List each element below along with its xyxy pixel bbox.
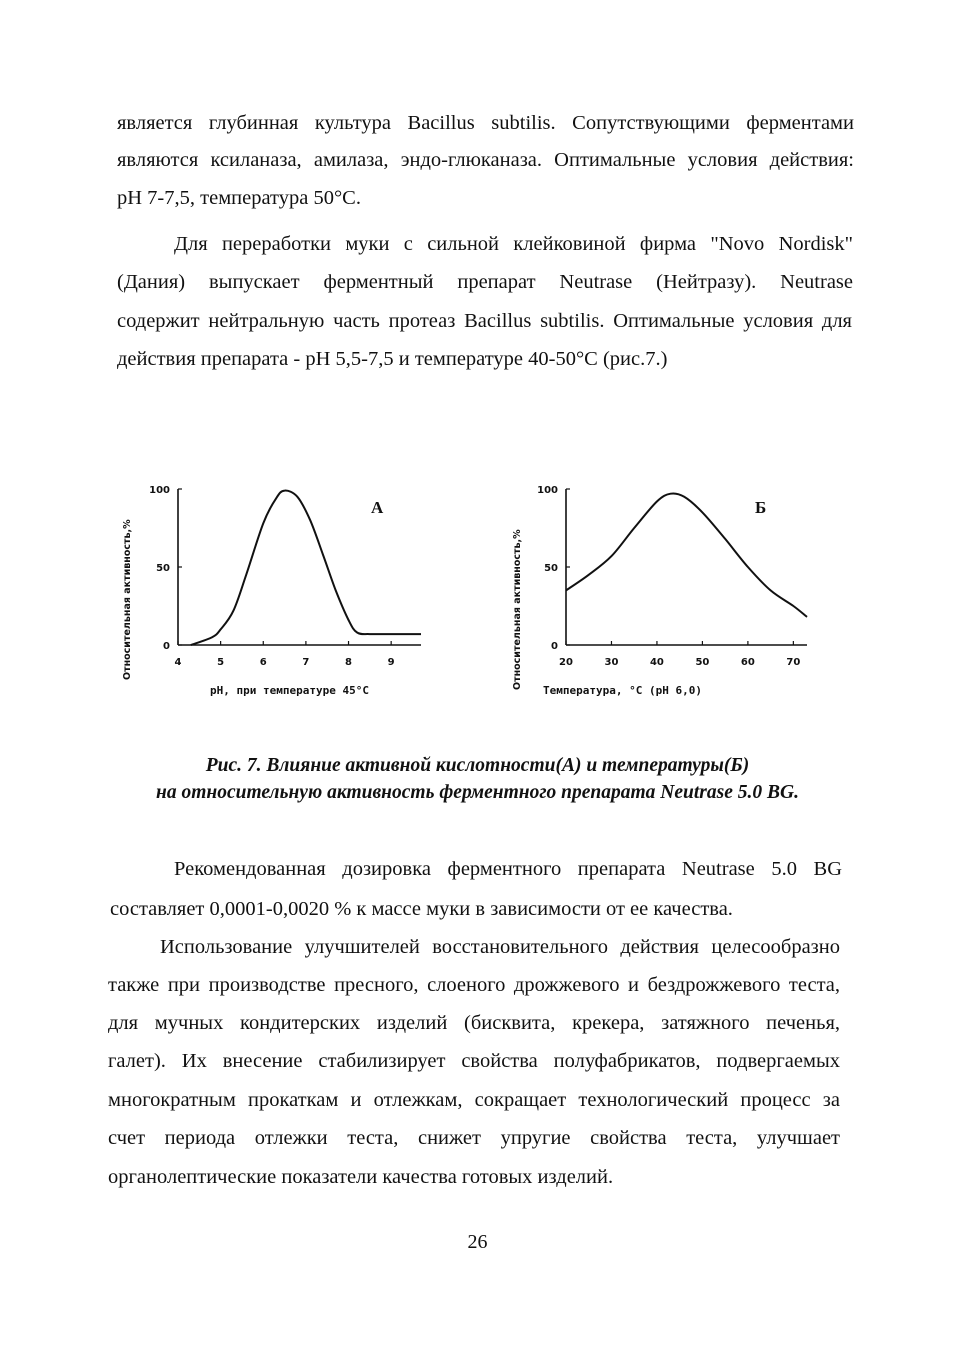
chart-ph [115,465,465,705]
x-tick-label: 60 [740,657,755,668]
text-line: Для переработки муки с сильной клейковиной фирма "Novo Nordisk" [174,233,853,255]
y-tick-label: 0 [551,641,558,652]
text-line: для мучных кондитерских изделий (бисквита, крекера, затяжного печенья, [108,1012,840,1034]
chart-temperature [505,465,825,705]
x-tick-label: 8 [345,657,353,668]
panel-letter-b: Б [755,498,767,517]
text-line: содержит нейтральную часть протеаз Bacillus subtilis. Оптимальные условия для [117,310,852,332]
x-tick-label: 20 [559,657,573,668]
panel-letter-a: А [371,498,384,517]
x-axis-label: pH, при температуре 45°С [210,684,369,697]
y-axis-label: Относительная активность,% [122,519,133,680]
x-tick-label: 7 [302,657,310,668]
text-line: счет периода отлежки теста, снижет упругие свойства теста, улучшает [108,1127,840,1149]
text-line: Использование улучшителей восстановительного действия целесообразно [160,936,840,958]
x-tick-label: 70 [786,657,801,668]
series-line [566,493,807,616]
text-line: pH 7-7,5, температура 50°С. [117,187,361,209]
text-line: галет). Их внесение стабилизирует свойства полуфабрикатов, подвергаемых [108,1050,840,1072]
text-line: является глубинная культура Bacillus subtilis. Сопутствующими ферментами [117,112,854,134]
text-line: многократным прокаткам и отлежкам, сокращает технологический процесс за [108,1089,840,1111]
text-line: действия препарата - pH 5,5-7,5 и температуре 40-50°С (рис.7.) [117,348,668,370]
text-line: (Дания) выпускает ферментный препарат Neutrase (Нейтразу). Neutrase [117,271,853,293]
y-tick-label: 0 [163,641,170,652]
x-tick-label: 9 [387,657,395,668]
y-tick-label: 100 [537,485,558,496]
text-line: также при производстве пресного, слоеного дрожжевого и бездрожжевого теста, [108,974,840,996]
text-line: являются ксиланаза, амилаза, эндо-глюканаза. Оптимальные условия действия: [117,149,854,171]
text-line: Рекомендованная дозировка ферментного препарата Neutrase 5.0 BG [174,858,842,880]
figure-caption-line1: Рис. 7. Влияние активной кислотности(А) и температуры(Б) [205,755,750,776]
x-tick-label: 50 [695,657,710,668]
x-tick-label: 5 [217,657,225,668]
page-number: 26 [467,1231,488,1253]
y-tick-label: 50 [544,563,558,574]
x-tick-label: 40 [649,657,664,668]
x-tick-label: 6 [259,657,267,668]
y-axis-label: Относительная активность,% [512,529,523,690]
text-line: органолептические показатели качества готовых изделий. [108,1166,614,1188]
y-tick-label: 100 [149,485,170,496]
x-axis-label: Температура, °С (pH 6,0) [543,684,702,697]
x-tick-label: 30 [604,657,619,668]
x-tick-label: 4 [174,657,182,668]
y-tick-label: 50 [156,563,170,574]
figure-caption-line2: на относительную активность ферментного препарата Neutrase 5.0 BG. [156,782,799,803]
series-line [191,491,421,645]
text-line: составляет 0,0001-0,0020 % к массе муки в зависимости от ее качества. [110,898,733,920]
